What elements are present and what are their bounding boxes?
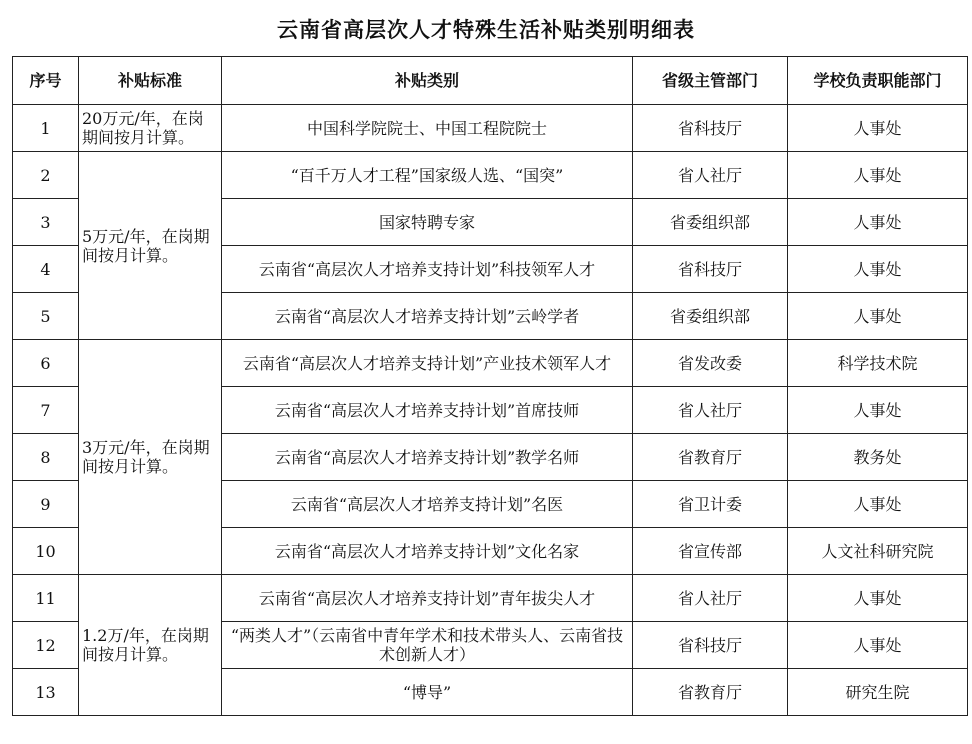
subsidy-standard: 5万元/年，在岗期间按月计算。 bbox=[79, 152, 222, 340]
table-row bbox=[13, 340, 968, 387]
school-dept: 人事处 bbox=[788, 481, 968, 528]
school-dept: 人事处 bbox=[788, 105, 968, 152]
row-no: 12 bbox=[13, 622, 79, 669]
subsidy-category: “两类人才”（云南省中青年学术和技术带头人、云南省技术创新人才） bbox=[222, 622, 633, 669]
subsidy-category: “博导” bbox=[222, 669, 633, 716]
header-no: 序号 bbox=[13, 57, 79, 105]
school-dept: 科学技术院 bbox=[788, 340, 968, 387]
subsidy-category: 云南省“高层次人才培养支持计划”文化名家 bbox=[222, 528, 633, 575]
header-category: 补贴类别 bbox=[222, 57, 633, 105]
document-title: 云南省高层次人才特殊生活补贴类别明细表 bbox=[277, 17, 695, 42]
province-dept: 省委组织部 bbox=[633, 199, 788, 246]
school-dept: 研究生院 bbox=[788, 669, 968, 716]
row-no: 8 bbox=[13, 434, 79, 481]
row-no: 2 bbox=[13, 152, 79, 199]
row-no: 13 bbox=[13, 669, 79, 716]
province-dept: 省宣传部 bbox=[633, 528, 788, 575]
subsidy-category: 云南省“高层次人才培养支持计划”首席技师 bbox=[222, 387, 633, 434]
school-dept: 人事处 bbox=[788, 293, 968, 340]
province-dept: 省发改委 bbox=[633, 340, 788, 387]
header-standard: 补贴标准 bbox=[79, 57, 222, 105]
subsidy-category: 云南省“高层次人才培养支持计划”云岭学者 bbox=[222, 293, 633, 340]
school-dept: 人事处 bbox=[788, 575, 968, 622]
subsidy-category: 云南省“高层次人才培养支持计划”科技领军人才 bbox=[222, 246, 633, 293]
subsidy-category: 云南省“高层次人才培养支持计划”教学名师 bbox=[222, 434, 633, 481]
province-dept: 省教育厅 bbox=[633, 434, 788, 481]
subsidy-standard: 3万元/年，在岗期间按月计算。 bbox=[79, 340, 222, 575]
province-dept: 省委组织部 bbox=[633, 293, 788, 340]
subsidy-table bbox=[12, 56, 968, 716]
header-school-dept: 学校负责职能部门 bbox=[788, 57, 968, 105]
school-dept: 人事处 bbox=[788, 622, 968, 669]
school-dept: 人事处 bbox=[788, 199, 968, 246]
province-dept: 省科技厅 bbox=[633, 246, 788, 293]
row-no: 10 bbox=[13, 528, 79, 575]
school-dept: 人事处 bbox=[788, 387, 968, 434]
table-row bbox=[13, 105, 968, 152]
school-dept: 人事处 bbox=[788, 246, 968, 293]
school-dept: 人事处 bbox=[788, 152, 968, 199]
subsidy-category: 国家特聘专家 bbox=[222, 199, 633, 246]
table-row bbox=[13, 575, 968, 622]
row-no: 7 bbox=[13, 387, 79, 434]
subsidy-category: 云南省“高层次人才培养支持计划”青年拔尖人才 bbox=[222, 575, 633, 622]
subsidy-standard: 20万元/年，在岗期间按月计算。 bbox=[79, 105, 222, 152]
table-header-row bbox=[13, 57, 968, 105]
province-dept: 省人社厅 bbox=[633, 152, 788, 199]
province-dept: 省卫计委 bbox=[633, 481, 788, 528]
province-dept: 省科技厅 bbox=[633, 105, 788, 152]
subsidy-standard: 1.2万/年，在岗期间按月计算。 bbox=[79, 575, 222, 716]
province-dept: 省人社厅 bbox=[633, 387, 788, 434]
subsidy-category: 云南省“高层次人才培养支持计划”名医 bbox=[222, 481, 633, 528]
row-no: 3 bbox=[13, 199, 79, 246]
row-no: 9 bbox=[13, 481, 79, 528]
header-province-dept: 省级主管部门 bbox=[633, 57, 788, 105]
province-dept: 省教育厅 bbox=[633, 669, 788, 716]
table-row bbox=[13, 152, 968, 199]
province-dept: 省科技厅 bbox=[633, 622, 788, 669]
row-no: 1 bbox=[13, 105, 79, 152]
row-no: 6 bbox=[13, 340, 79, 387]
province-dept: 省人社厅 bbox=[633, 575, 788, 622]
row-no: 5 bbox=[13, 293, 79, 340]
subsidy-category: 云南省“高层次人才培养支持计划”产业技术领军人才 bbox=[222, 340, 633, 387]
subsidy-category: “百千万人才工程”国家级人选、“国突” bbox=[222, 152, 633, 199]
row-no: 11 bbox=[13, 575, 79, 622]
subsidy-category: 中国科学院院士、中国工程院院士 bbox=[222, 105, 633, 152]
school-dept: 人文社科研究院 bbox=[788, 528, 968, 575]
school-dept: 教务处 bbox=[788, 434, 968, 481]
row-no: 4 bbox=[13, 246, 79, 293]
